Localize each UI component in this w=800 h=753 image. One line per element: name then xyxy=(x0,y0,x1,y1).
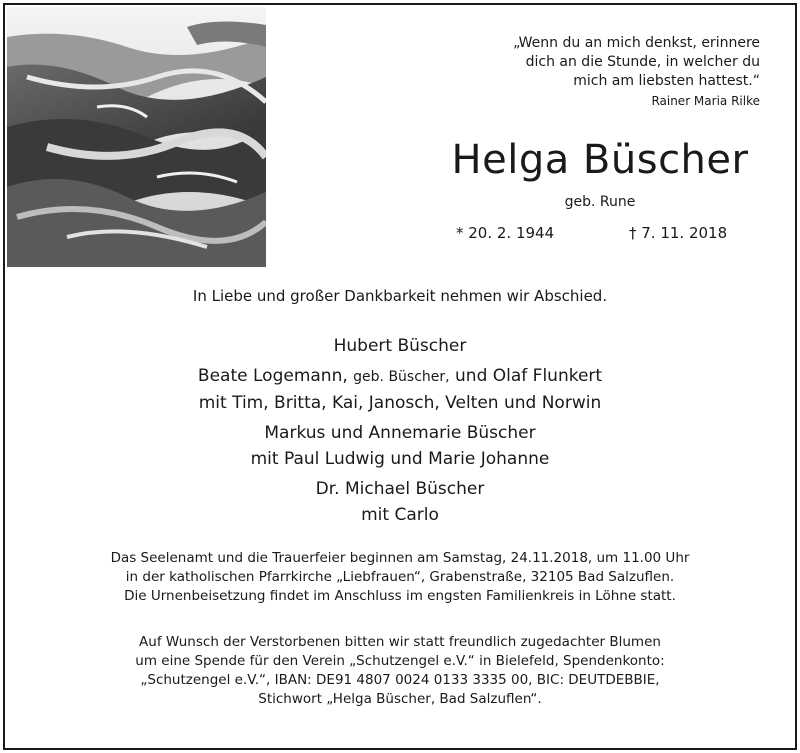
beate-maiden-name: geb. Büscher, xyxy=(353,369,450,385)
farewell-text: In Liebe und großer Dankbarkeit nehmen wir Abschied. xyxy=(192,287,608,305)
birth-date: * 20. 2. 1944 xyxy=(456,224,555,242)
donation-line: Stichwort „Helga Büscher, Bad Salzuflen“. xyxy=(258,691,542,707)
quote-line: dich an die Stunde, in welcher du xyxy=(525,54,760,70)
service-line: in der katholischen Pfarrkirche „Liebfrauen“, Grabenstraße, 32105 Bad Salzuflen. xyxy=(125,569,675,585)
rilke-quote xyxy=(400,34,760,111)
quote-line: mich am liebsten hattest.“ xyxy=(573,73,760,89)
maiden-name: geb. Rune xyxy=(564,194,636,210)
michael-child: mit Carlo xyxy=(361,505,439,525)
donation-info xyxy=(0,633,800,709)
donation-line: um eine Spende für den Verein „Schutzengel e.V.“ in Bielefeld, Spendenkonto: xyxy=(135,653,665,669)
landscape-painting xyxy=(7,7,266,267)
markus-children: mit Paul Ludwig und Marie Johanne xyxy=(250,449,550,469)
service-line: Die Urnenbeisetzung findet im Anschluss im engsten Familienkreis in Löhne statt. xyxy=(124,588,676,604)
service-line: Das Seelenamt und die Trauerfeier beginnen am Samstag, 24.11.2018, um 11.00 Uhr xyxy=(110,550,690,566)
mourner-markus: Markus und Annemarie Büscher xyxy=(264,423,536,443)
beate-children: mit Tim, Britta, Kai, Janosch, Velten und Norwin xyxy=(198,393,602,413)
donation-line: Auf Wunsch der Verstorbenen bitten wir statt freundlich zugedachter Blumen xyxy=(139,634,661,650)
mourner-hubert: Hubert Büscher xyxy=(333,336,467,356)
quote-author: Rainer Maria Rilke xyxy=(651,94,760,108)
quote-line: „Wenn du an mich denkst, erinnere xyxy=(513,35,760,51)
service-info xyxy=(0,549,800,606)
deceased-name: Helga Büscher xyxy=(451,137,749,183)
death-date: † 7. 11. 2018 xyxy=(629,224,728,242)
donation-line: „Schutzengel e.V.“, IBAN: DE91 4807 0024 0133 3335 00, BIC: DEUTDEBBIE, xyxy=(140,672,660,688)
mourner-beate xyxy=(0,363,800,390)
beate-name: Beate Logemann, xyxy=(197,366,348,386)
mourners-list xyxy=(0,333,800,528)
mourner-michael: Dr. Michael Büscher xyxy=(315,479,485,499)
beate-partner: und Olaf Flunkert xyxy=(455,366,603,386)
